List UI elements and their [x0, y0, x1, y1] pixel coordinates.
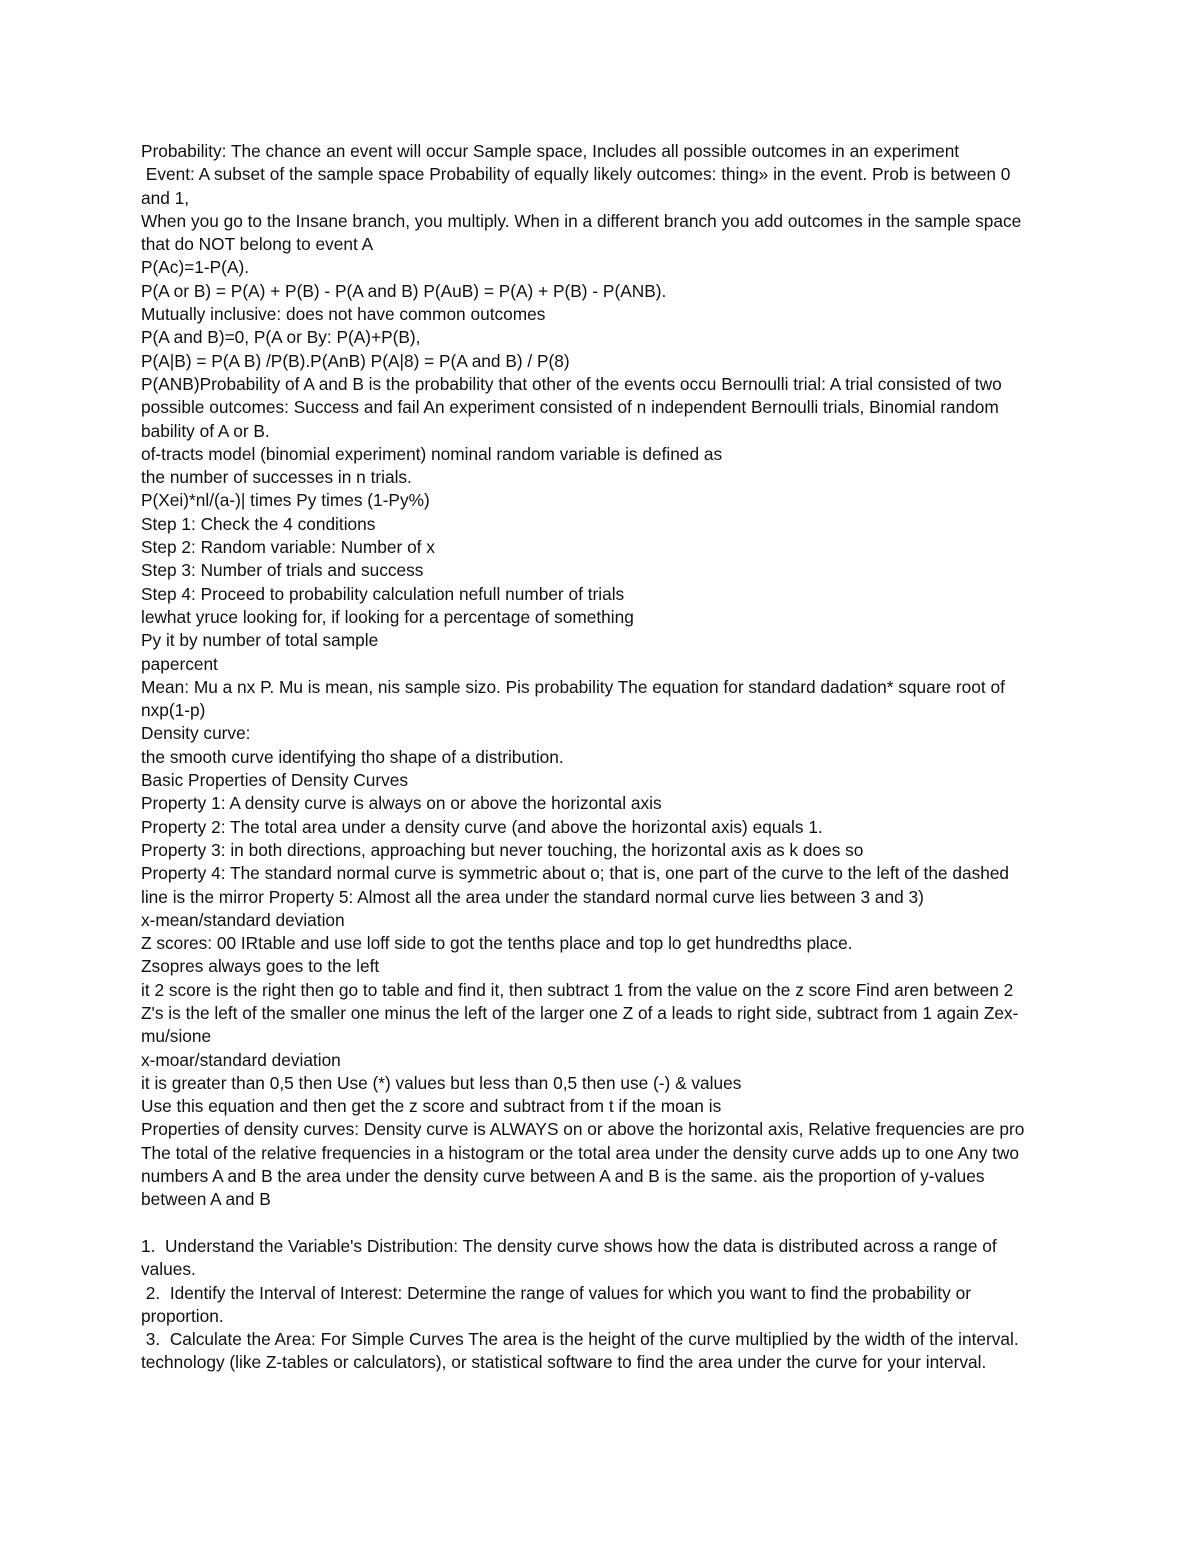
list-item-text: 2. Identify the Interval of Interest: Determine the range of values for which you want to find the probability or — [141, 1282, 971, 1303]
list-item-text: technology (like Z-tables or calculators), or statistical software to find the area under the curve for your interval. — [141, 1352, 987, 1373]
text-line: P(Xei)*nl/(a-)| times Py times (1-Py%) — [141, 490, 430, 511]
text-line: Property 1: A density curve is always on or above the horizontal axis — [141, 793, 662, 814]
text-line: numbers A and B the area under the density curve between A and B is the same. ais the proportion of y-values — [141, 1166, 985, 1187]
text-line: x-moar/standard deviation — [141, 1049, 341, 1070]
text-line: P(A or B) = P(A) + P(B) - P(A and B) P(AuB) = P(A) + P(B) - P(ANB). — [141, 280, 667, 301]
text-line: Property 4: The standard normal curve is symmetric about o; that is, one part of the curve to the left of the dashed — [141, 863, 1010, 884]
list-item-text: 3. Calculate the Area: For Simple Curves The area is the height of the curve multiplied by the width of the interval. — [141, 1329, 1019, 1350]
text-line: between A and B — [141, 1189, 271, 1210]
text-line: bability of A or B. — [141, 420, 270, 441]
text-line: The total of the relative frequencies in a histogram or the total area under the density curve adds up to one Any two — [141, 1142, 1020, 1163]
text-line: lewhat yruce looking for, if looking for a percentage of something — [141, 606, 634, 627]
list-item-text: proportion. — [141, 1305, 224, 1326]
text-line: the number of successes in n trials. — [141, 467, 412, 488]
text-line: that do NOT belong to event A — [141, 234, 374, 255]
text-line: of-tracts model (binomial experiment) nominal random variable is defined as — [141, 443, 723, 464]
text-line: P(ANB)Probability of A and B is the probability that other of the events occu Bernoulli trial: A trial consisted of two — [141, 373, 1002, 394]
text-line: Probability: The chance an event will occur Sample space, Includes all possible outcomes in an experiment — [141, 141, 960, 161]
text-line: Step 3: Number of trials and success — [141, 560, 424, 581]
text-line: it is greater than 0,5 then Use (*) values but less than 0,5 then use (-) & values — [141, 1072, 742, 1093]
text-line: P(Ac)=1-P(A). — [141, 257, 250, 278]
document-text-body — [141, 140, 1061, 1375]
text-line: Basic Properties of Density Curves — [141, 770, 408, 791]
text-line: mu/sione — [141, 1026, 212, 1047]
text-line: Density curve: — [141, 723, 251, 744]
text-line: Zsopres always goes to the left — [141, 956, 380, 977]
text-line: and 1, — [141, 187, 190, 208]
text-line: x-mean/standard deviation — [141, 909, 345, 930]
blank-line — [141, 1212, 1061, 1235]
text-line: Step 1: Check the 4 conditions — [141, 513, 376, 534]
text-line: Py it by number of total sample — [141, 630, 379, 651]
text-line: Z's is the left of the smaller one minus the left of the larger one Z of a leads to right side, subtract from 1 again Zex- — [141, 1002, 1019, 1023]
list-item-text: 1. Understand the Variable's Distribution: The density curve shows how the data is distributed across a range of — [141, 1235, 997, 1256]
text-line: Mutually inclusive: does not have common outcomes — [141, 304, 546, 325]
text-line: Z scores: 00 IRtable and use loff side to got the tenths place and top lo get hundredths place. — [141, 933, 853, 954]
text-line: nxp(1-p) — [141, 700, 206, 721]
text-line: line is the mirror Property 5: Almost all the area under the standard normal curve lies between 3 and 3) — [141, 886, 924, 907]
text-line: P(A|B) = P(A B) /P(B).P(AnB) P(A|8) = P(A and B) / P(8) — [141, 350, 570, 371]
text-line: Step 4: Proceed to probability calculation nefull number of trials — [141, 583, 625, 604]
text-line: When you go to the Insane branch, you multiply. When in a different branch you add outcomes in the sample space — [141, 210, 1022, 231]
text-line: P(A and B)=0, P(A or By: P(A)+P(B), — [141, 327, 421, 348]
text-line: papercent — [141, 653, 218, 674]
text-line: Use this equation and then get the z score and subtract from t if the moan is — [141, 1096, 722, 1117]
text-line: possible outcomes: Success and fail An experiment consisted of n independent Bernoulli trials, Binomial random — [141, 397, 999, 418]
text-line: Property 2: The total area under a density curve (and above the horizontal axis) equals 1. — [141, 816, 823, 837]
text-line: Event: A subset of the sample space Probability of equally likely outcomes: thing» in the event. Prob is between 0 — [141, 164, 1011, 185]
list-item-text: values. — [141, 1259, 196, 1280]
text-line: Step 2: Random variable: Number of x — [141, 537, 435, 558]
text-line: the smooth curve identifying tho shape of a distribution. — [141, 746, 564, 767]
text-line: Mean: Mu a nx P. Mu is mean, nis sample sizo. Pis probability The equation for standard dadation* square root of — [141, 676, 1005, 697]
text-line: Property 3: in both directions, approaching but never touching, the horizontal axis as k does so — [141, 839, 864, 860]
text-line: Properties of density curves: Density curve is ALWAYS on or above the horizontal axis, Relative frequencies are pro — [141, 1119, 1025, 1140]
text-line: it 2 score is the right then go to table and find it, then subtract 1 from the value on the z score Find aren between 2 — [141, 979, 1014, 1000]
